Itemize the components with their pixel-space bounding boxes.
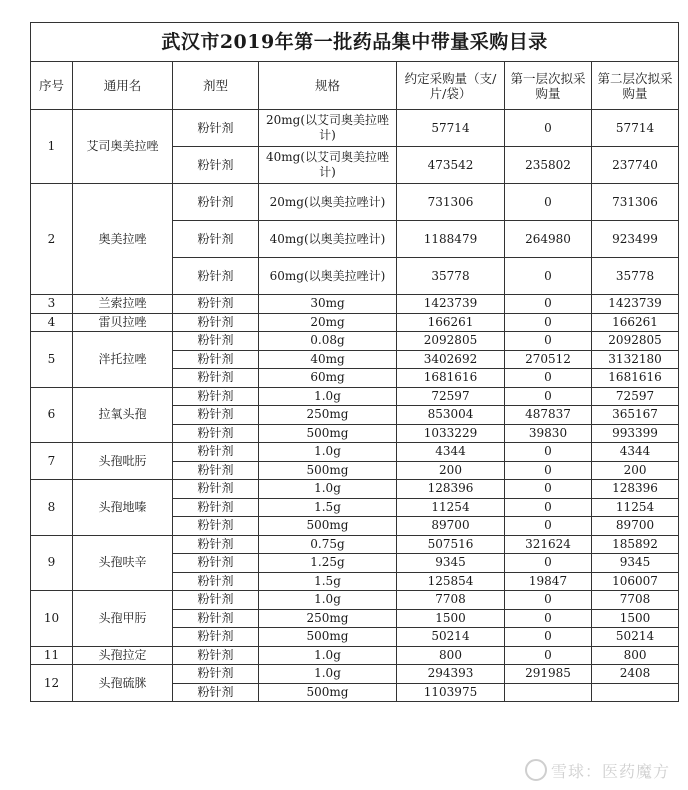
tier1-qty-cell: 0 — [505, 387, 592, 406]
spec-cell: 1.0g — [259, 387, 397, 406]
tier1-qty-cell: 0 — [505, 332, 592, 351]
spec-cell: 40mg(以艾司奥美拉唑计) — [259, 147, 397, 184]
tier1-qty-cell: 0 — [505, 554, 592, 573]
table-row — [31, 184, 679, 221]
agreed-qty-cell: 9345 — [397, 554, 505, 573]
table-row — [31, 313, 679, 332]
drug-name-cell: 雷贝拉唑 — [73, 313, 173, 332]
agreed-qty-cell: 1188479 — [397, 221, 505, 258]
tier2-qty-cell: 1681616 — [592, 369, 679, 388]
tier1-qty-cell: 0 — [505, 184, 592, 221]
form-cell: 粉针剂 — [173, 517, 259, 536]
spec-cell: 0.08g — [259, 332, 397, 351]
agreed-qty-cell: 853004 — [397, 406, 505, 425]
form-cell: 粉针剂 — [173, 313, 259, 332]
header-tier1-qty: 第一层次拟采购量 — [505, 62, 592, 110]
tier2-qty-cell: 993399 — [592, 424, 679, 443]
tier1-qty-cell: 0 — [505, 369, 592, 388]
tier2-qty-cell: 166261 — [592, 313, 679, 332]
form-cell: 粉针剂 — [173, 424, 259, 443]
form-cell: 粉针剂 — [173, 572, 259, 591]
tier2-qty-cell: 72597 — [592, 387, 679, 406]
header-spec: 规格 — [259, 62, 397, 110]
tier2-qty-cell: 800 — [592, 646, 679, 665]
tier1-qty-cell: 264980 — [505, 221, 592, 258]
agreed-qty-cell: 1500 — [397, 609, 505, 628]
tier2-qty-cell: 731306 — [592, 184, 679, 221]
header-form: 剂型 — [173, 62, 259, 110]
drug-name-cell: 头孢甲肟 — [73, 591, 173, 647]
spec-cell: 40mg(以奥美拉唑计) — [259, 221, 397, 258]
form-cell: 粉针剂 — [173, 147, 259, 184]
agreed-qty-cell: 4344 — [397, 443, 505, 462]
header-no: 序号 — [31, 62, 73, 110]
tier2-qty-cell: 185892 — [592, 535, 679, 554]
agreed-qty-cell: 473542 — [397, 147, 505, 184]
no-cell: 8 — [31, 480, 73, 536]
spec-cell: 500mg — [259, 517, 397, 536]
spec-cell: 0.75g — [259, 535, 397, 554]
form-cell: 粉针剂 — [173, 184, 259, 221]
tier2-qty-cell: 89700 — [592, 517, 679, 536]
no-cell: 1 — [31, 110, 73, 184]
form-cell: 粉针剂 — [173, 221, 259, 258]
spec-cell: 1.0g — [259, 591, 397, 610]
spec-cell: 1.5g — [259, 498, 397, 517]
tier1-qty-cell: 0 — [505, 443, 592, 462]
form-cell: 粉针剂 — [173, 609, 259, 628]
tier1-qty-cell: 0 — [505, 295, 592, 314]
form-cell: 粉针剂 — [173, 591, 259, 610]
agreed-qty-cell: 11254 — [397, 498, 505, 517]
tier2-qty-cell: 200 — [592, 461, 679, 480]
form-cell: 粉针剂 — [173, 387, 259, 406]
tier1-qty-cell: 0 — [505, 498, 592, 517]
drug-name-cell: 泮托拉唑 — [73, 332, 173, 388]
table-row — [31, 110, 679, 147]
form-cell: 粉针剂 — [173, 554, 259, 573]
tier1-qty-cell: 0 — [505, 628, 592, 647]
no-cell: 4 — [31, 313, 73, 332]
tier1-qty-cell: 487837 — [505, 406, 592, 425]
table-row — [31, 535, 679, 554]
tier2-qty-cell: 9345 — [592, 554, 679, 573]
watermark — [525, 759, 670, 782]
tier1-qty-cell: 270512 — [505, 350, 592, 369]
agreed-qty-cell: 128396 — [397, 480, 505, 499]
tier2-qty-cell: 2092805 — [592, 332, 679, 351]
tier1-qty-cell: 0 — [505, 258, 592, 295]
table-row — [31, 443, 679, 462]
spec-cell: 1.0g — [259, 480, 397, 499]
agreed-qty-cell: 507516 — [397, 535, 505, 554]
agreed-qty-cell: 3402692 — [397, 350, 505, 369]
agreed-qty-cell: 800 — [397, 646, 505, 665]
form-cell: 粉针剂 — [173, 369, 259, 388]
form-cell: 粉针剂 — [173, 646, 259, 665]
table-title: 武汉市2019年第一批药品集中带量采购目录 — [31, 23, 679, 62]
drug-name-cell: 兰索拉唑 — [73, 295, 173, 314]
header-agreed-qty: 约定采购量（支/片/袋） — [397, 62, 505, 110]
agreed-qty-cell: 2092805 — [397, 332, 505, 351]
no-cell: 6 — [31, 387, 73, 443]
spec-cell: 500mg — [259, 461, 397, 480]
header-row — [31, 62, 679, 110]
tier2-qty-cell: 365167 — [592, 406, 679, 425]
form-cell: 粉针剂 — [173, 332, 259, 351]
tier2-qty-cell: 237740 — [592, 147, 679, 184]
spec-cell: 20mg(以艾司奥美拉唑计) — [259, 110, 397, 147]
spec-cell: 20mg(以奥美拉唑计) — [259, 184, 397, 221]
drug-name-cell: 头孢吡肟 — [73, 443, 173, 480]
table-row — [31, 480, 679, 499]
spec-cell: 1.0g — [259, 646, 397, 665]
form-cell: 粉针剂 — [173, 480, 259, 499]
header-name: 通用名 — [73, 62, 173, 110]
agreed-qty-cell: 89700 — [397, 517, 505, 536]
form-cell: 粉针剂 — [173, 683, 259, 702]
form-cell: 粉针剂 — [173, 461, 259, 480]
drug-name-cell: 头孢拉定 — [73, 646, 173, 665]
tier2-qty-cell: 923499 — [592, 221, 679, 258]
spec-cell: 250mg — [259, 406, 397, 425]
tier1-qty-cell: 291985 — [505, 665, 592, 684]
agreed-qty-cell: 7708 — [397, 591, 505, 610]
spec-cell: 30mg — [259, 295, 397, 314]
watermark-text: 雪球：医药魔方 — [550, 762, 670, 781]
spec-cell: 20mg — [259, 313, 397, 332]
spec-cell: 1.25g — [259, 554, 397, 573]
drug-name-cell: 头孢呋辛 — [73, 535, 173, 591]
tier1-qty-cell: 0 — [505, 461, 592, 480]
agreed-qty-cell: 731306 — [397, 184, 505, 221]
form-cell: 粉针剂 — [173, 535, 259, 554]
drug-name-cell: 艾司奥美拉唑 — [73, 110, 173, 184]
tier2-qty-cell: 50214 — [592, 628, 679, 647]
tier1-qty-cell — [505, 683, 592, 702]
agreed-qty-cell: 166261 — [397, 313, 505, 332]
spec-cell: 500mg — [259, 683, 397, 702]
tier2-qty-cell: 2408 — [592, 665, 679, 684]
no-cell: 12 — [31, 665, 73, 702]
tier2-qty-cell: 57714 — [592, 110, 679, 147]
drug-name-cell: 拉氧头孢 — [73, 387, 173, 443]
form-cell: 粉针剂 — [173, 665, 259, 684]
tier2-qty-cell: 35778 — [592, 258, 679, 295]
agreed-qty-cell: 50214 — [397, 628, 505, 647]
tier2-qty-cell: 7708 — [592, 591, 679, 610]
form-cell: 粉针剂 — [173, 110, 259, 147]
tier1-qty-cell: 0 — [505, 517, 592, 536]
no-cell: 10 — [31, 591, 73, 647]
tier2-qty-cell: 3132180 — [592, 350, 679, 369]
tier1-qty-cell: 0 — [505, 609, 592, 628]
agreed-qty-cell: 72597 — [397, 387, 505, 406]
tier1-qty-cell: 0 — [505, 480, 592, 499]
spec-cell: 250mg — [259, 609, 397, 628]
tier2-qty-cell: 106007 — [592, 572, 679, 591]
tier2-qty-cell: 11254 — [592, 498, 679, 517]
spec-cell: 500mg — [259, 628, 397, 647]
table-row — [31, 591, 679, 610]
spec-cell: 60mg — [259, 369, 397, 388]
table-row — [31, 646, 679, 665]
spec-cell: 1.5g — [259, 572, 397, 591]
spec-cell: 1.0g — [259, 665, 397, 684]
spec-cell: 1.0g — [259, 443, 397, 462]
table-row — [31, 665, 679, 684]
drug-name-cell: 头孢硫脒 — [73, 665, 173, 702]
agreed-qty-cell: 125854 — [397, 572, 505, 591]
no-cell: 11 — [31, 646, 73, 665]
table-row — [31, 295, 679, 314]
header-tier2-qty: 第二层次拟采购量 — [592, 62, 679, 110]
form-cell: 粉针剂 — [173, 498, 259, 517]
agreed-qty-cell: 57714 — [397, 110, 505, 147]
tier1-qty-cell: 0 — [505, 591, 592, 610]
spec-cell: 60mg(以奥美拉唑计) — [259, 258, 397, 295]
tier1-qty-cell: 0 — [505, 646, 592, 665]
tier1-qty-cell: 0 — [505, 110, 592, 147]
tier1-qty-cell: 19847 — [505, 572, 592, 591]
agreed-qty-cell: 1681616 — [397, 369, 505, 388]
tier1-qty-cell: 321624 — [505, 535, 592, 554]
tier1-qty-cell: 39830 — [505, 424, 592, 443]
form-cell: 粉针剂 — [173, 350, 259, 369]
snowball-logo-icon — [525, 759, 547, 781]
form-cell: 粉针剂 — [173, 443, 259, 462]
table-row — [31, 387, 679, 406]
no-cell: 7 — [31, 443, 73, 480]
table-row — [31, 332, 679, 351]
tier2-qty-cell — [592, 683, 679, 702]
form-cell: 粉针剂 — [173, 295, 259, 314]
spec-cell: 500mg — [259, 424, 397, 443]
drug-name-cell: 奥美拉唑 — [73, 184, 173, 295]
spec-cell: 40mg — [259, 350, 397, 369]
agreed-qty-cell: 200 — [397, 461, 505, 480]
agreed-qty-cell: 294393 — [397, 665, 505, 684]
form-cell: 粉针剂 — [173, 628, 259, 647]
agreed-qty-cell: 35778 — [397, 258, 505, 295]
agreed-qty-cell: 1423739 — [397, 295, 505, 314]
drug-name-cell: 头孢地嗪 — [73, 480, 173, 536]
tier2-qty-cell: 1500 — [592, 609, 679, 628]
tier2-qty-cell: 4344 — [592, 443, 679, 462]
procurement-sheet — [30, 22, 678, 702]
no-cell: 9 — [31, 535, 73, 591]
tier2-qty-cell: 1423739 — [592, 295, 679, 314]
tier2-qty-cell: 128396 — [592, 480, 679, 499]
table-body — [31, 110, 679, 702]
no-cell: 2 — [31, 184, 73, 295]
tier1-qty-cell: 235802 — [505, 147, 592, 184]
agreed-qty-cell: 1033229 — [397, 424, 505, 443]
no-cell: 3 — [31, 295, 73, 314]
form-cell: 粉针剂 — [173, 258, 259, 295]
tier1-qty-cell: 0 — [505, 313, 592, 332]
agreed-qty-cell: 1103975 — [397, 683, 505, 702]
no-cell: 5 — [31, 332, 73, 388]
procurement-table — [30, 22, 679, 702]
form-cell: 粉针剂 — [173, 406, 259, 425]
